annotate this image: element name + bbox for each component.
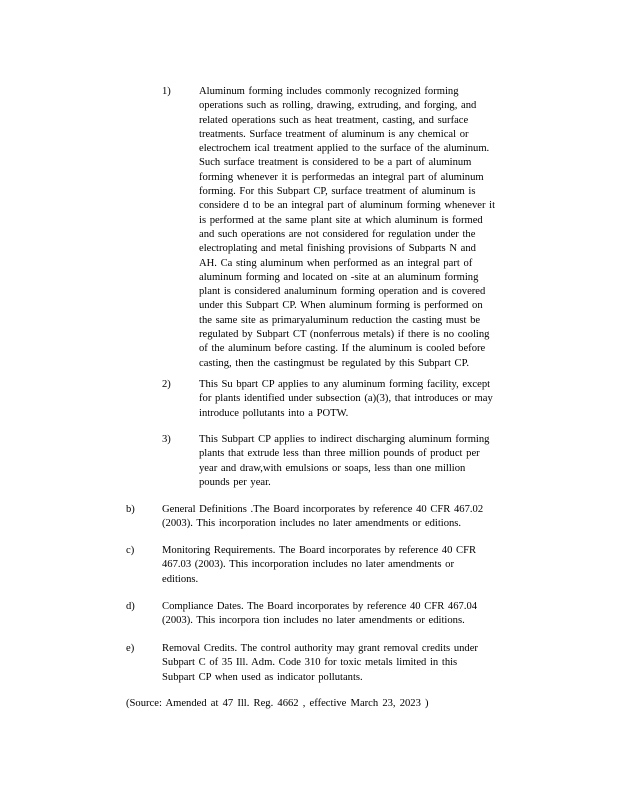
source-note: (Source: Amended at 47 Ill. Reg. 4662 , effective March 23, 2023 ) [126, 698, 429, 709]
item-label: c) [126, 545, 135, 556]
text-line: AH. Ca sting aluminum when performed as an integral part of [199, 257, 473, 269]
item-text [199, 433, 489, 490]
text-line: is performed at the same plant site at which aluminum is formed [199, 214, 483, 226]
text-line: 467.03 (2003). This incorporation includes no later amendments or [162, 559, 455, 571]
text-line: Aluminum forming includes commonly recognized forming [199, 86, 459, 97]
item-label: 3) [162, 434, 171, 445]
text-line: electrochem ical treatment applied to the surface of the aluminum. [199, 143, 490, 155]
text-line: for plants identified under subsection (a)(3), that introduces or may [199, 393, 493, 405]
text-line: under this Subpart CP. When aluminum forming is performed on [199, 300, 483, 312]
text-line: Removal Credits. The control authority may grant removal credits under [162, 643, 478, 654]
text-line: forming. For this Subpart CP, surface treatment of aluminum is [199, 186, 476, 198]
text-line: Subpart CP when used as indicator pollutants. [162, 671, 363, 683]
text-line: treatments. Surface treatment of aluminum is any chemical or [199, 128, 469, 140]
text-line: Subpart C of 35 Ill. Adm. Code 310 for toxic metals limited in this [162, 657, 458, 669]
item-label: b) [126, 504, 135, 515]
item-label: d) [126, 601, 135, 612]
item-text [162, 544, 476, 587]
text-line: the same site as primaryaluminum reduction the casting must be [199, 314, 481, 326]
text-line: editions. [162, 573, 199, 585]
text-line: and such operations are not considered for regulation under the [199, 228, 476, 240]
item-label: 2) [162, 379, 171, 390]
text-line: Such surface treatment is considered to be a part of aluminum [199, 157, 472, 169]
text-line: aluminum forming and located on -site at an aluminum forming [199, 271, 479, 283]
text-line: This Su bpart CP applies to any aluminum forming facility, except [199, 379, 491, 390]
text-line: forming whenever it is performedas an integral part of aluminum [199, 171, 484, 183]
text-line: casting, then the castingmust be regulated by this Subpart CP. [199, 357, 469, 369]
text-line: year and draw,with emulsions or soaps, less than one million [199, 462, 466, 474]
item-text [199, 85, 495, 371]
text-line: plants that extrude less than three million pounds of product per [199, 448, 480, 460]
text-line: of the aluminum before casting. If the aluminum is cooled before [199, 343, 486, 355]
text-line: related operations such as heat treatment, casting, and surface [199, 114, 469, 126]
text-line: electroplating and metal finishing provisions of Subparts N and [199, 243, 476, 255]
text-line: Compliance Dates. The Board incorporates by reference 40 CFR 467.04 [162, 601, 478, 612]
item-text [162, 642, 478, 685]
text-line: pounds per year. [199, 476, 271, 488]
item-label: 1) [162, 86, 171, 97]
item-text [162, 503, 483, 532]
text-line: (2003). This incorporation includes no later amendments or editions. [162, 518, 462, 530]
text-line: introduce pollutants into a POTW. [199, 407, 349, 419]
text-line: Monitoring Requirements. The Board incorporates by reference 40 CFR [162, 545, 477, 556]
text-line: General Definitions .The Board incorporates by reference 40 CFR 467.02 [162, 504, 484, 515]
text-line: operations such as rolling, drawing, extruding, and forging, and [199, 100, 477, 112]
text-line: This Subpart CP applies to indirect discharging aluminum forming [199, 434, 490, 445]
text-line: plant is considered analuminum forming operation and is covered [199, 286, 486, 298]
text-line: considere d to be an integral part of aluminum forming whenever it [199, 200, 496, 212]
item-text [199, 378, 493, 421]
item-label: e) [126, 643, 135, 654]
text-line: regulated by Subpart CT (nonferrous metals) if there is no cooling [199, 329, 490, 341]
item-text [162, 600, 477, 629]
text-line: (2003). This incorpora tion includes no later amendments or editions. [162, 615, 465, 627]
